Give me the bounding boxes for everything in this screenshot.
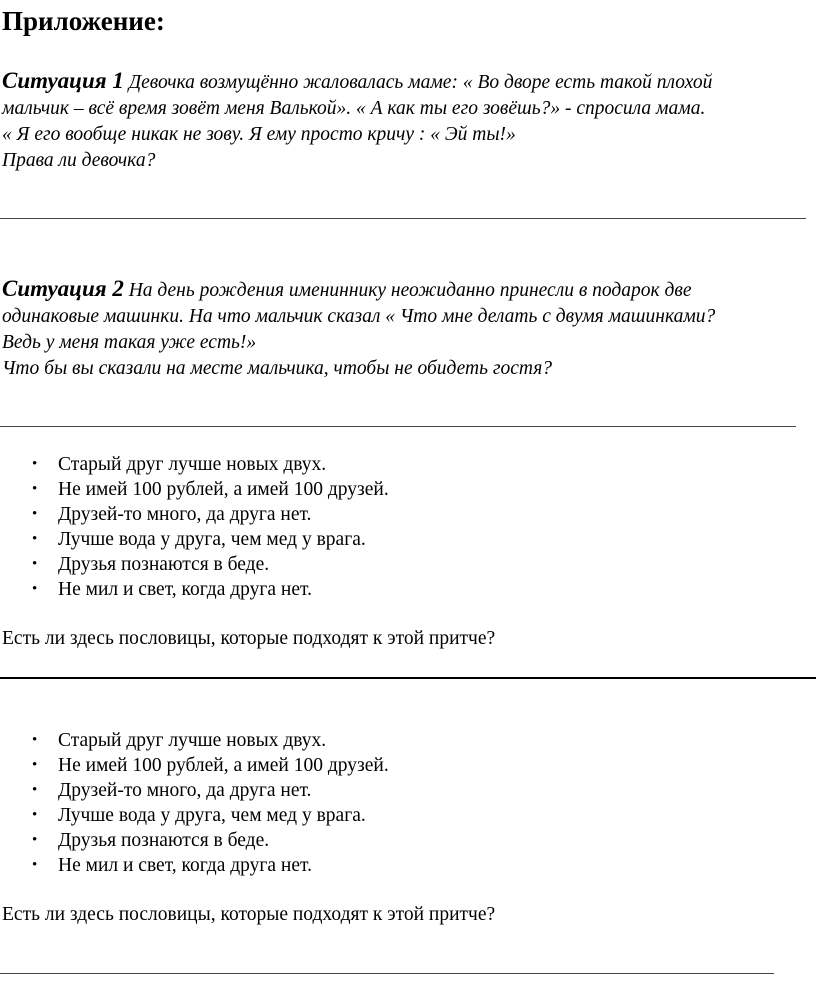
proverb-question-2: Есть ли здесь пословицы, которые подходят к этой притче?: [2, 904, 496, 925]
list-item: [0, 853, 389, 878]
bullet-icon: •: [32, 807, 38, 823]
proverb-text: Не мил и свет, когда друга нет.: [58, 579, 312, 600]
list-item: [0, 778, 389, 803]
bullet-icon: •: [32, 531, 38, 547]
list-item: [0, 502, 389, 527]
situation-1-heading: Ситуация 1: [2, 68, 124, 93]
bullet-icon: •: [32, 857, 38, 873]
proverb-text: Не мил и свет, когда друга нет.: [58, 855, 312, 876]
situation-1-text-line: Девочка возмущённо жаловалась маме: « Во дворе есть такой плохой: [123, 72, 713, 93]
proverb-text: Не имей 100 рублей, а имей 100 друзей.: [58, 479, 389, 500]
proverb-text: Друзей-то много, да друга нет.: [58, 780, 312, 801]
proverb-question-1: Есть ли здесь пословицы, которые подходят к этой притче?: [2, 628, 496, 649]
answer-line: [0, 426, 796, 427]
list-item: [0, 803, 389, 828]
answer-line: [0, 677, 816, 679]
situation-1-text-line: мальчик – всё время зовёт меня Валькой». « А как ты его зовёшь?» - спросила мама.: [2, 98, 706, 119]
situation-2-heading: Ситуация 2: [2, 276, 124, 301]
situation-2-first-line: [2, 276, 814, 304]
proverb-text: Лучше вода у друга, чем мед у врага.: [58, 805, 366, 826]
list-item: [0, 477, 389, 502]
bullet-icon: •: [32, 456, 38, 472]
proverb-text: Друзей-то много, да друга нет.: [58, 504, 312, 525]
proverb-text: Не имей 100 рублей, а имей 100 друзей.: [58, 755, 389, 776]
list-item: [0, 753, 389, 778]
situation-1: [2, 68, 814, 174]
proverb-list-1: [0, 452, 389, 602]
bullet-icon: •: [32, 581, 38, 597]
bullet-icon: •: [32, 556, 38, 572]
answer-line: [0, 973, 774, 974]
list-item: [0, 452, 389, 477]
list-item: [0, 828, 389, 853]
proverb-text: Лучше вода у друга, чем мед у врага.: [58, 529, 366, 550]
bullet-icon: •: [32, 757, 38, 773]
situation-2-text-line: На день рождения имениннику неожиданно принесли в подарок две: [123, 280, 692, 301]
answer-line: [0, 218, 806, 219]
bullet-icon: •: [32, 832, 38, 848]
situation-1-text-line: « Я его вообще никак не зову. Я ему просто кричу : « Эй ты!»: [2, 124, 516, 145]
bullet-icon: •: [32, 481, 38, 497]
proverb-text: Старый друг лучше новых двух.: [58, 730, 327, 751]
situation-2: [2, 276, 814, 382]
list-item: [0, 728, 389, 753]
bullet-icon: •: [32, 782, 38, 798]
list-item: [0, 527, 389, 552]
bullet-icon: •: [32, 732, 38, 748]
situation-2-text-line: Ведь у меня такая уже есть!»: [2, 332, 257, 353]
page-title: Приложение:: [2, 6, 165, 36]
situation-1-question: Права ли девочка?: [2, 150, 156, 171]
situation-1-first-line: [2, 68, 814, 96]
situation-2-text-line: одинаковые машинки. На что мальчик сказал « Что мне делать с двумя машинками?: [2, 306, 716, 327]
list-item: [0, 577, 389, 602]
situation-2-question: Что бы вы сказали на месте мальчика, чтобы не обидеть гостя?: [2, 358, 553, 379]
proverb-list-2: [0, 728, 389, 878]
proverb-text: Друзья познаются в беде.: [58, 554, 270, 575]
bullet-icon: •: [32, 506, 38, 522]
list-item: [0, 552, 389, 577]
proverb-text: Друзья познаются в беде.: [58, 830, 270, 851]
proverb-text: Старый друг лучше новых двух.: [58, 454, 327, 475]
